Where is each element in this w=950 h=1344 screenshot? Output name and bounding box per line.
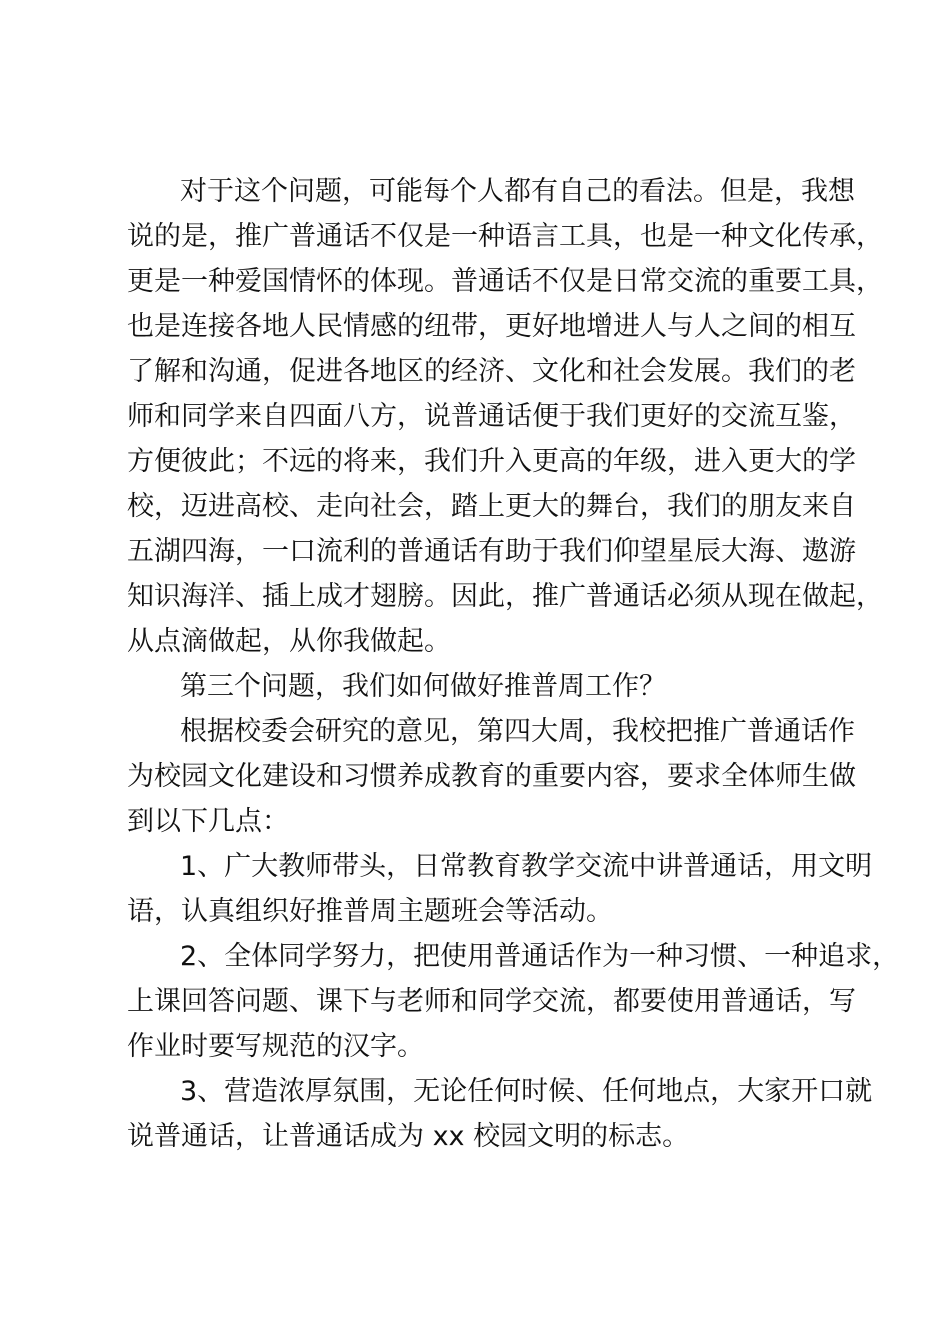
paragraph-line: 说的是，推广普通话不仅是一种语言工具，也是一种文化传承，: [127, 221, 883, 252]
paragraph-line: 知识海洋、插上成才翅膀。因此，推广普通话必须从现在做起，: [127, 581, 883, 612]
paragraph-line: 也是连接各地人民情感的纽带，更好地增进人与人之间的相互: [127, 311, 856, 342]
list-item-line: 语，认真组织好推普周主题班会等活动。: [127, 896, 613, 927]
section-heading: 第三个问题，我们如何做好推普周工作？: [180, 671, 666, 702]
paragraph-line: 到以下几点：: [127, 806, 289, 837]
paragraph-line: 更是一种爱国情怀的体现。普通话不仅是日常交流的重要工具，: [127, 266, 883, 297]
list-item-line: 2、全体同学努力，把使用普通话作为一种习惯、一种追求，: [180, 941, 900, 972]
paragraph-line: 师和同学来自四面八方，说普通话便于我们更好的交流互鉴，: [127, 401, 856, 432]
paragraph-line: 对于这个问题，可能每个人都有自己的看法。但是，我想: [180, 176, 855, 207]
paragraph-line: 从点滴做起，从你我做起。: [127, 626, 451, 657]
paragraph-line: 为校园文化建设和习惯养成教育的重要内容，要求全体师生做: [127, 761, 856, 792]
list-item-line: 3、营造浓厚氛围，无论任何时候、任何地点，大家开口就: [180, 1076, 873, 1107]
paragraph-line: 根据校委会研究的意见，第四大周，我校把推广普通话作: [180, 716, 855, 747]
list-item-line: 作业时要写规范的汉字。: [127, 1031, 424, 1062]
list-item-line: 1、广大教师带头，日常教育教学交流中讲普通话，用文明: [180, 851, 873, 882]
paragraph-line: 方便彼此；不远的将来，我们升入更高的年级，进入更大的学: [127, 446, 856, 477]
list-item-line: 上课回答问题、课下与老师和同学交流，都要使用普通话，写: [127, 986, 856, 1017]
paragraph-line: 了解和沟通，促进各地区的经济、文化和社会发展。我们的老: [127, 356, 856, 387]
paragraph-line: 五湖四海，一口流利的普通话有助于我们仰望星辰大海、遨游: [127, 536, 856, 567]
list-item-line: 说普通话，让普通话成为 xx 校园文明的标志。: [127, 1121, 690, 1152]
paragraph-line: 校，迈进高校、走向社会，踏上更大的舞台，我们的朋友来自: [127, 491, 856, 522]
